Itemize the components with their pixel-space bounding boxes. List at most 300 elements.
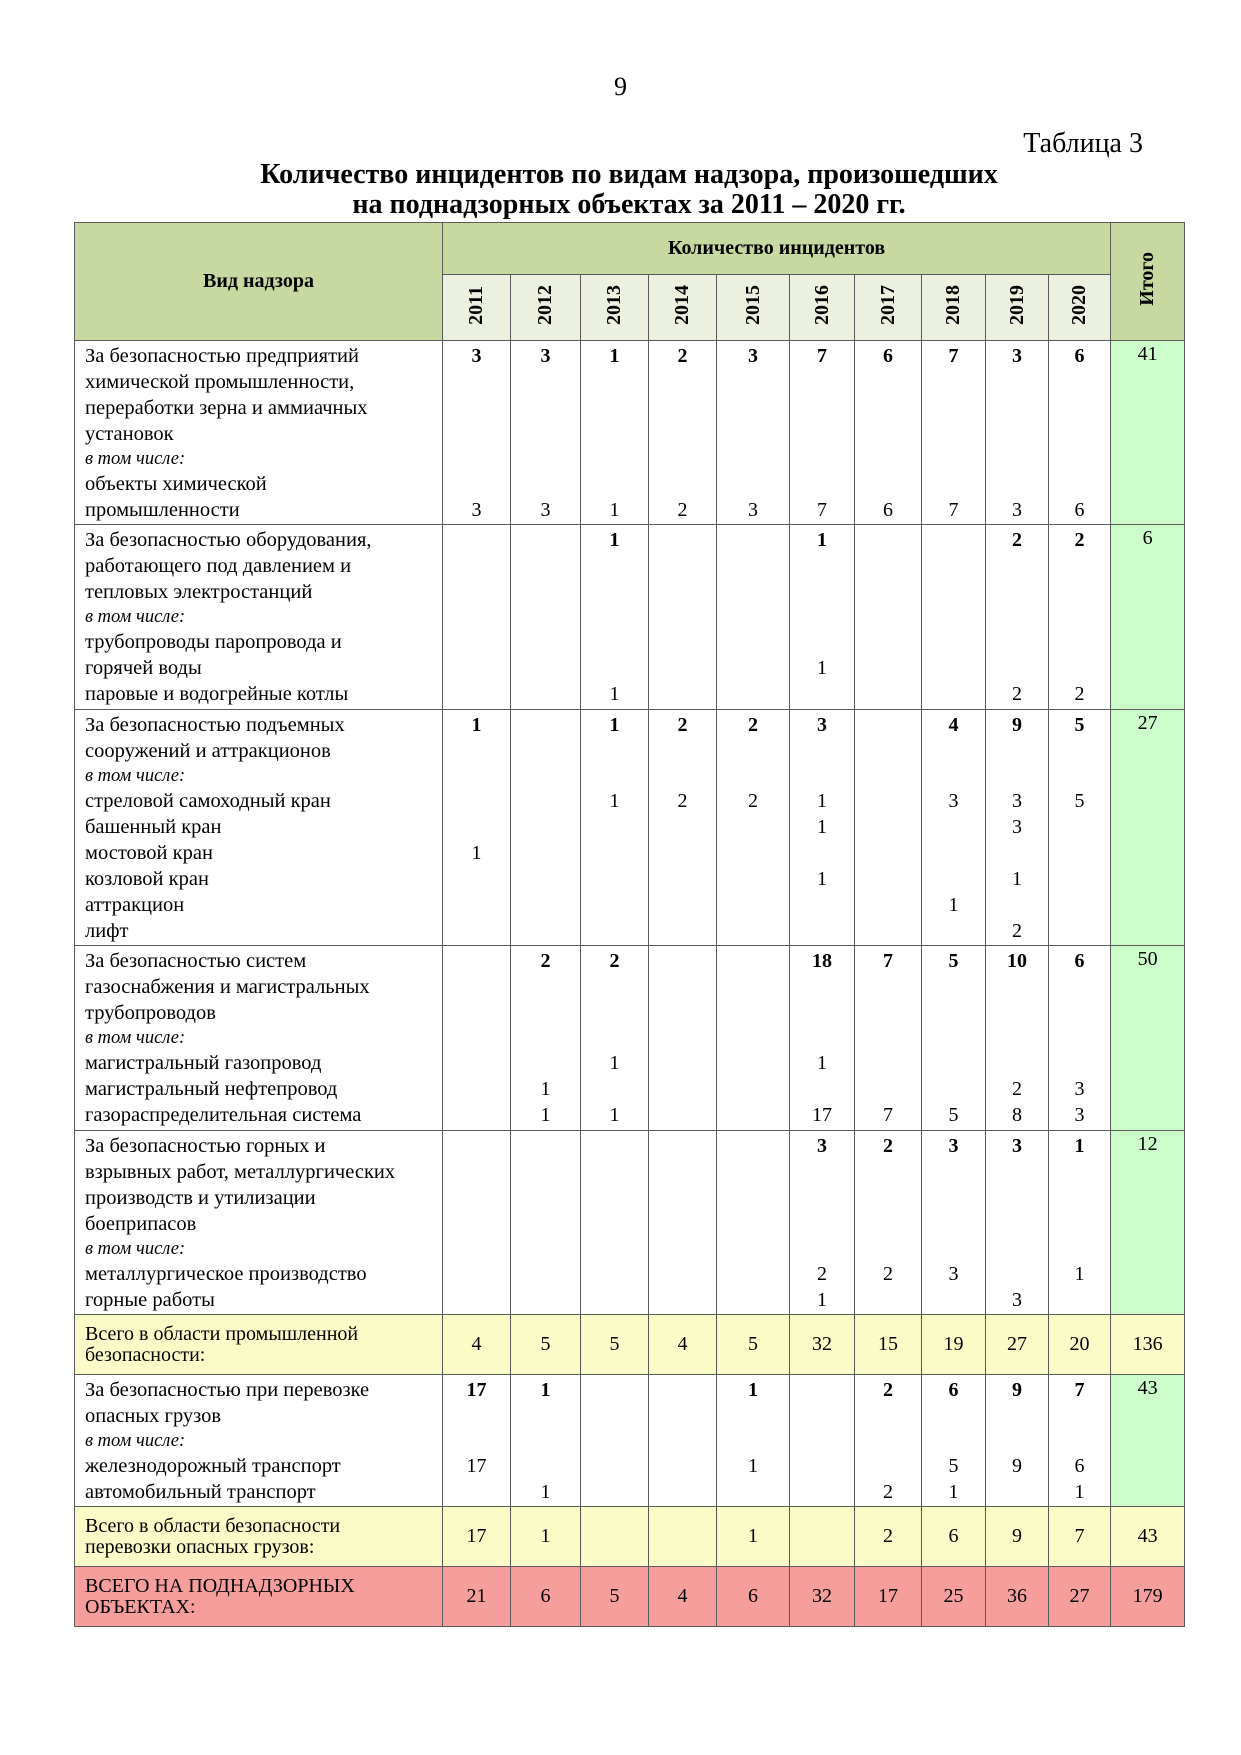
subcategory-value	[717, 579, 789, 605]
subcategory-value	[511, 1261, 580, 1287]
subcategory-value	[511, 629, 580, 655]
subcategory-value	[986, 1429, 1048, 1453]
grand-total-row-label-line: ВСЕГО НА ПОДНАДЗОРНЫХ	[85, 1574, 355, 1597]
header-year-2015	[717, 275, 790, 341]
subcategory-value	[855, 1403, 921, 1429]
group-row	[75, 946, 1185, 1130]
subcategory-value	[1049, 471, 1110, 497]
subcategory-label: объекты химической	[85, 473, 267, 495]
subtotal-industrial-row-value-2018: 19	[922, 1315, 986, 1375]
value-cell-2016	[790, 946, 855, 1130]
subcategory-value	[717, 1237, 789, 1261]
value-cell-2012	[511, 341, 581, 525]
subcategory-value	[986, 1050, 1048, 1076]
subcategory-value	[986, 447, 1048, 471]
group-value: 2	[677, 345, 688, 367]
subcategory-value: 1	[609, 789, 620, 812]
subcategory-value: 1	[817, 1288, 827, 1311]
subcategory-value: 7	[883, 1104, 893, 1127]
subcategory-value	[855, 369, 921, 395]
group-title-line: взрывных работ, металлургических	[85, 1160, 396, 1183]
subcategory-value	[511, 1211, 580, 1237]
value-cell-2020	[1049, 525, 1111, 709]
value-cell-2014	[649, 946, 717, 1130]
group-value	[511, 1133, 580, 1159]
subcategory-value	[511, 840, 580, 866]
subcategory-value	[511, 1000, 580, 1026]
value-cell-2019	[986, 525, 1049, 709]
subcategory-value	[443, 1211, 510, 1237]
subcategory-value	[986, 629, 1048, 655]
subcategory-label: магистральный нефтепровод	[85, 1078, 338, 1101]
incidents-table	[74, 222, 1185, 1627]
subcategory-value	[443, 738, 510, 764]
subtotal-transport-row-value-2020: 7	[1049, 1507, 1111, 1567]
group-value	[717, 1133, 789, 1159]
subcategory-value	[443, 629, 510, 655]
subcategory-value	[717, 738, 789, 764]
group-value: 10	[1007, 950, 1027, 973]
subcategory-value	[717, 1185, 789, 1211]
value-cell-2019	[986, 341, 1049, 525]
subcategory-value	[443, 814, 510, 840]
subcategory-value	[986, 471, 1048, 497]
group-value: 3	[748, 345, 758, 367]
subcategory-value	[511, 369, 580, 395]
subcategory-value	[649, 1237, 716, 1261]
subcategory-value	[581, 471, 648, 497]
subcategory-value	[717, 1050, 789, 1076]
subcategory-value: 1	[540, 1078, 551, 1101]
subcategory-value	[443, 788, 510, 814]
group-value: 3	[1012, 1134, 1022, 1157]
subcategory-value	[581, 553, 648, 579]
subcategory-value	[922, 421, 985, 447]
value-cell-2013	[581, 1375, 649, 1507]
subcategory-value	[511, 788, 580, 814]
subtotal-industrial-row-value-2020: 20	[1049, 1315, 1111, 1375]
subcategory-value	[649, 840, 716, 866]
value-cell-2012	[511, 946, 581, 1130]
group-value: 1	[540, 1379, 551, 1402]
subcategory-value	[922, 447, 985, 471]
subtotal-industrial-row	[75, 1315, 1185, 1375]
subcategory-value: 1	[817, 789, 827, 812]
subcategory-value	[511, 1185, 580, 1211]
subcategory-value: 3	[540, 499, 551, 521]
subcategory-value: 5	[948, 1104, 959, 1127]
subcategory-value	[443, 1050, 510, 1076]
subtotal-transport-row-total: 43	[1111, 1507, 1185, 1567]
group-value	[581, 1377, 648, 1403]
grand-total-row-value-2013: 5	[581, 1567, 649, 1627]
subcategory-value	[855, 1159, 921, 1185]
header-year-2020	[1049, 275, 1111, 341]
group-title-line: опасных грузов	[85, 1405, 222, 1428]
subcategory-value	[443, 892, 510, 918]
subtotal-transport-row-value-2018: 6	[922, 1507, 986, 1567]
subcategory-value: 2	[883, 1262, 893, 1285]
value-cell-2014	[649, 525, 717, 709]
header-itogo	[1111, 223, 1185, 341]
subcategory-value	[443, 1403, 510, 1429]
value-cell-2018	[922, 946, 986, 1130]
group-value: 2	[748, 713, 758, 736]
subtotal-transport-row-value-2015: 1	[717, 1507, 790, 1567]
subcategory-value	[717, 1159, 789, 1185]
group-total-cell: 50	[1111, 946, 1185, 1130]
subcategory-value	[986, 1159, 1048, 1185]
group-total-cell: 43	[1111, 1375, 1185, 1507]
subcategory-value	[1049, 814, 1110, 840]
group-value	[511, 712, 580, 738]
group-total-cell: 6	[1111, 525, 1185, 709]
value-cell-2011	[443, 946, 511, 1130]
subcategory-value	[649, 1159, 716, 1185]
subcategory-value	[986, 395, 1048, 421]
subcategory-value: 6	[1074, 499, 1085, 521]
subcategory-value: 5	[1074, 789, 1085, 812]
subcategory-value	[855, 840, 921, 866]
subcategory-value: 6	[883, 499, 893, 521]
subcategory-label: автомобильный транспорт	[85, 1481, 316, 1504]
group-value: 3	[817, 1134, 827, 1157]
subcategory-value	[1049, 369, 1110, 395]
subcategory-value: 1	[540, 1481, 551, 1504]
subcategory-value	[717, 974, 789, 1000]
subcategory-value	[443, 579, 510, 605]
subcategory-value	[511, 605, 580, 629]
subcategory-value: 7	[948, 499, 959, 521]
subtotal-transport-row-value-2016	[790, 1507, 855, 1567]
subcategory-value	[1049, 1159, 1110, 1185]
subcategory-value: 1	[540, 1104, 551, 1127]
group-value	[581, 1133, 648, 1159]
subcategory-value	[1049, 1429, 1110, 1453]
subcategory-value	[986, 1261, 1048, 1287]
value-cell-2017	[855, 525, 922, 709]
subtotal-transport-row-value-2014	[649, 1507, 717, 1567]
subcategory-value	[986, 421, 1048, 447]
group-value	[443, 527, 510, 553]
subcategory-value	[581, 918, 648, 944]
subcategory-value	[922, 605, 985, 629]
subcategory-value	[790, 1076, 854, 1102]
subcategory-value	[922, 974, 985, 1000]
subcategory-value	[443, 1076, 510, 1102]
subcategory-value	[581, 395, 648, 421]
header-year-label: 2015	[741, 285, 764, 325]
grand-total-row-total: 179	[1111, 1567, 1185, 1627]
group-name-cell	[75, 709, 443, 946]
subcategory-value	[1049, 866, 1110, 892]
subcategory-value	[443, 1261, 510, 1287]
group-title-line: установок	[85, 423, 174, 445]
subcategory-value	[855, 1026, 921, 1050]
group-value: 2	[677, 713, 688, 736]
subcategory-value: 3	[948, 789, 959, 812]
subcategory-value	[790, 471, 854, 497]
subcategory-value: 1	[609, 1104, 620, 1127]
header-year-label: 2018	[942, 285, 964, 325]
subcategory-value	[443, 1237, 510, 1261]
group-value: 6	[1074, 950, 1085, 973]
subtotal-industrial-row-value-2017: 15	[855, 1315, 922, 1375]
table-header	[75, 223, 1185, 341]
subcategory-value: 1	[1012, 867, 1022, 890]
header-year-2013	[581, 275, 649, 341]
subcategory-value	[986, 605, 1048, 629]
subcategory-value	[855, 1000, 921, 1026]
subcategory-value	[1049, 605, 1110, 629]
subcategory-value	[855, 1237, 921, 1261]
subcategory-value	[922, 1185, 985, 1211]
subcategory-value	[581, 1076, 648, 1102]
group-value	[855, 712, 921, 738]
value-cell-2020	[1049, 341, 1111, 525]
value-cell-2016	[790, 709, 855, 946]
value-cell-2012	[511, 525, 581, 709]
header-year-label: 2019	[1005, 285, 1028, 325]
title-line-2: на поднадзорных объектах за 2011 – 2020 гг.	[352, 189, 906, 220]
subcategory-value	[649, 1403, 716, 1429]
subcategory-value	[855, 788, 921, 814]
subcategory-value	[511, 814, 580, 840]
subcategory-value	[1049, 655, 1110, 681]
subcategory-value: 3	[948, 1262, 959, 1285]
group-value: 7	[883, 950, 893, 973]
subcategory-value	[922, 1076, 985, 1102]
subcategory-value	[790, 918, 854, 944]
subcategory-value	[649, 655, 716, 681]
including-label: в том числе:	[85, 1028, 186, 1049]
subcategory-value	[649, 1000, 716, 1026]
subcategory-value	[855, 605, 921, 629]
group-title-line: работающего под давлением и	[85, 555, 352, 578]
subcategory-label: паровые и водогрейные котлы	[85, 683, 349, 706]
subcategory-value	[922, 1000, 985, 1026]
subcategory-value	[855, 421, 921, 447]
subcategory-value	[790, 553, 854, 579]
subcategory-value	[581, 1479, 648, 1505]
subcategory-value	[717, 395, 789, 421]
subcategory-value	[790, 1185, 854, 1211]
subcategory-value	[922, 681, 985, 707]
subcategory-label: металлургическое производство	[85, 1262, 367, 1285]
group-value: 18	[812, 950, 832, 973]
subcategory-value	[443, 421, 510, 447]
subcategory-value	[443, 918, 510, 944]
group-row	[75, 1130, 1185, 1314]
subcategory-value	[922, 1429, 985, 1453]
value-cell-2013	[581, 709, 649, 946]
subcategory-value	[649, 1453, 716, 1479]
group-name-cell	[75, 1375, 443, 1507]
subcategory-value	[717, 553, 789, 579]
grand-total-row-label-line: ОБЪЕКТАХ:	[85, 1595, 196, 1618]
subcategory-value: 1	[948, 893, 959, 916]
group-value: 3	[817, 713, 827, 736]
subcategory-value: 5	[948, 1455, 959, 1478]
subcategory-value	[855, 579, 921, 605]
subcategory-value	[511, 655, 580, 681]
group-value	[649, 1377, 716, 1403]
subcategory-value	[922, 471, 985, 497]
subcategory-value	[986, 655, 1048, 681]
subcategory-value	[511, 681, 580, 707]
value-cell-2014	[649, 1130, 717, 1314]
group-value	[855, 527, 921, 553]
subcategory-value	[986, 738, 1048, 764]
subcategory-value	[790, 629, 854, 655]
grand-total-row-value-2017: 17	[855, 1567, 922, 1627]
subcategory-value	[511, 1453, 580, 1479]
subcategory-value	[581, 421, 648, 447]
subcategory-value	[443, 1429, 510, 1453]
subcategory-value	[511, 866, 580, 892]
subcategory-value	[790, 840, 854, 866]
subcategory-value	[855, 974, 921, 1000]
subtotal-industrial-row-value-2013: 5	[581, 1315, 649, 1375]
subtotal-transport-row-value-2019: 9	[986, 1507, 1049, 1567]
subcategory-value	[717, 1429, 789, 1453]
subcategory-value	[855, 764, 921, 788]
group-value: 2	[883, 1379, 893, 1402]
subcategory-value: 9	[1012, 1455, 1022, 1478]
subcategory-value	[855, 1076, 921, 1102]
subcategory-value	[581, 1287, 648, 1313]
group-value: 7	[817, 345, 827, 367]
subcategory-value: 3	[1074, 1078, 1085, 1101]
value-cell-2011	[443, 1375, 511, 1507]
value-cell-2017	[855, 1375, 922, 1507]
subcategory-value	[1049, 395, 1110, 421]
subcategory-value	[511, 892, 580, 918]
subcategory-value: 1	[817, 867, 827, 890]
subcategory-value	[581, 1211, 648, 1237]
subtotal-transport-row-value-2011: 17	[443, 1507, 511, 1567]
subcategory-value	[581, 892, 648, 918]
value-cell-2017	[855, 946, 922, 1130]
group-row	[75, 341, 1185, 525]
value-cell-2018	[922, 709, 986, 946]
subcategory-value	[581, 1237, 648, 1261]
table-label: Таблица 3	[1023, 128, 1143, 159]
value-cell-2020	[1049, 1375, 1111, 1507]
subcategory-value	[922, 1287, 985, 1313]
grand-total-row-value-2011: 21	[443, 1567, 511, 1627]
group-value	[790, 1377, 854, 1403]
group-value	[511, 527, 580, 553]
subcategory-value	[581, 1403, 648, 1429]
subcategory-value	[649, 605, 716, 629]
value-cell-2014	[649, 1375, 717, 1507]
subcategory-value	[790, 605, 854, 629]
group-value: 6	[948, 1379, 959, 1402]
group-value: 2	[1012, 529, 1022, 552]
subtotal-industrial-row-value-2015: 5	[717, 1315, 790, 1375]
subcategory-value	[855, 814, 921, 840]
subcategory-value	[581, 1026, 648, 1050]
subcategory-value	[922, 764, 985, 788]
subcategory-value	[1049, 421, 1110, 447]
value-cell-2020	[1049, 709, 1111, 946]
subcategory-value: 3	[1012, 1288, 1022, 1311]
subcategory-value	[581, 369, 648, 395]
group-value: 9	[1012, 1379, 1022, 1402]
subcategory-value	[922, 814, 985, 840]
subcategory-value	[717, 447, 789, 471]
subcategory-label: трубопроводы паропровода и	[85, 631, 342, 654]
group-value: 2	[1074, 529, 1085, 552]
group-value	[649, 527, 716, 553]
grand-total-row-value-2020: 27	[1049, 1567, 1111, 1627]
subcategory-value	[511, 1403, 580, 1429]
subcategory-value	[443, 974, 510, 1000]
header-year-2012	[511, 275, 581, 341]
header-year-label: 2012	[534, 285, 556, 325]
header-year-2019	[986, 275, 1049, 341]
subcategory-value	[790, 1237, 854, 1261]
subcategory-value	[1049, 738, 1110, 764]
value-cell-2018	[922, 525, 986, 709]
subtotal-transport-row-label-line: Всего в области безопасности	[85, 1514, 341, 1537]
subcategory-value	[649, 1185, 716, 1211]
subcategory-value	[649, 918, 716, 944]
subcategory-value	[790, 1026, 854, 1050]
subcategory-value	[790, 764, 854, 788]
subtotal-transport-row-value-2017: 2	[855, 1507, 922, 1567]
group-value	[649, 948, 716, 974]
subtotal-industrial-row-value-2012: 5	[511, 1315, 581, 1375]
subtotal-transport-row	[75, 1507, 1185, 1567]
subcategory-value	[1049, 447, 1110, 471]
group-name-cell	[75, 1130, 443, 1314]
subcategory-value	[717, 681, 789, 707]
value-cell-2011	[443, 525, 511, 709]
value-cell-2019	[986, 946, 1049, 1130]
subcategory-value	[443, 1479, 510, 1505]
subcategory-value	[717, 655, 789, 681]
value-cell-2016	[790, 525, 855, 709]
group-value: 3	[1012, 345, 1022, 367]
subcategory-value	[649, 1026, 716, 1050]
value-cell-2018	[922, 1130, 986, 1314]
value-cell-2018	[922, 341, 986, 525]
subcategory-value	[511, 579, 580, 605]
subcategory-value: 2	[1012, 1078, 1022, 1101]
subcategory-value	[922, 629, 985, 655]
subcategory-value	[790, 974, 854, 1000]
subcategory-value	[511, 1159, 580, 1185]
value-cell-2016	[790, 1375, 855, 1507]
group-value: 2	[540, 950, 551, 973]
subcategory-value	[717, 840, 789, 866]
subcategory-value	[922, 866, 985, 892]
subcategory-value	[986, 840, 1048, 866]
subcategory-value	[1049, 764, 1110, 788]
subcategory-value	[1049, 974, 1110, 1000]
subcategory-value	[986, 369, 1048, 395]
subcategory-value	[790, 1211, 854, 1237]
subcategory-value	[855, 471, 921, 497]
subcategory-value	[986, 1403, 1048, 1429]
subcategory-value	[986, 1211, 1048, 1237]
subcategory-value	[649, 629, 716, 655]
subcategory-value	[1049, 1237, 1110, 1261]
subcategory-value: 1	[609, 1052, 620, 1075]
group-title-line: трубопроводов	[85, 1002, 216, 1025]
